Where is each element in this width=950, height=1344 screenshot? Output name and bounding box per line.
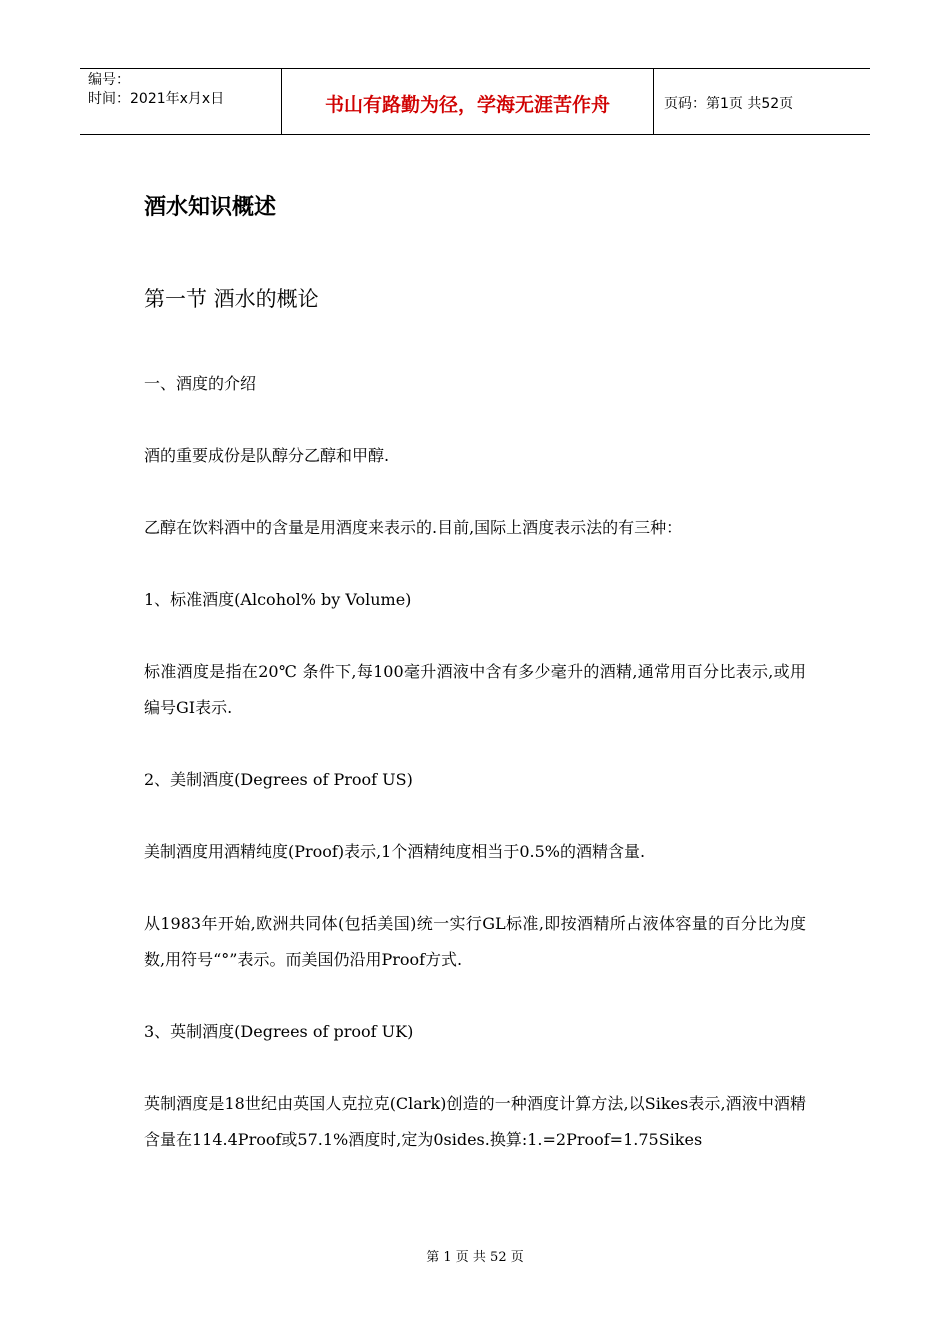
paragraph-alcohol-components: 酒的重要成份是队醇分乙醇和甲醇. (144, 446, 390, 465)
paragraph-gl-standard: 从1983年开始,欧洲共同体(包括美国)统一实行GL标准,即按酒精所占液体容量的百分比为度数,用符号“°”表示。而美国仍沿用Proof方式. (144, 914, 806, 969)
paragraph-standard-definition: 标准酒度是指在20℃ 条件下,每100毫升酒液中含有多少毫升的酒精,通常用百分比表示,或用编号GI表示. (144, 662, 806, 717)
paragraph-heading-alcohol-intro: 一、酒度的介绍 (144, 374, 257, 393)
header-table (80, 68, 870, 135)
paragraph-heading-standard: 1、标准酒度(Alcohol% by Volume) (144, 590, 412, 609)
paragraph-heading-us-proof: 2、美制酒度(Degrees of Proof US) (144, 770, 413, 789)
paragraph-heading-uk-proof: 3、英制酒度(Degrees of proof UK) (144, 1022, 414, 1041)
header-page-code: 页码：第1页 共52页 (664, 95, 794, 112)
paragraph-alcohol-methods: 乙醇在饮料酒中的含量是用酒度来表示的.目前,国际上酒度表示法的有三种： (144, 518, 683, 537)
document-time-label: 时间：2021年x月x日 (88, 91, 225, 107)
section-title: 第一节 酒水的概论 (144, 287, 319, 311)
document-number-label: 编号： (88, 72, 130, 88)
page-footer: 第 1 页 共 52 页 (426, 1250, 524, 1265)
paragraph-us-proof-definition: 美制酒度用酒精纯度(Proof)表示,1个酒精纯度相当于0.5%的酒精含量. (144, 842, 646, 861)
document-title: 酒水知识概述 (144, 195, 277, 220)
header-motto: 书山有路勤为径，学海无涯苦作舟 (282, 69, 654, 134)
header-info-cell (80, 69, 282, 134)
paragraph-uk-proof-definition: 英制酒度是18世纪由英国人克拉克(Clark)创造的一种酒度计算方法,以Sikes表示,酒液中酒精含量在114.4Proof或57.1%酒度时,定为0sides.换算:1.=2Proof=1.75Sikes (144, 1094, 806, 1149)
